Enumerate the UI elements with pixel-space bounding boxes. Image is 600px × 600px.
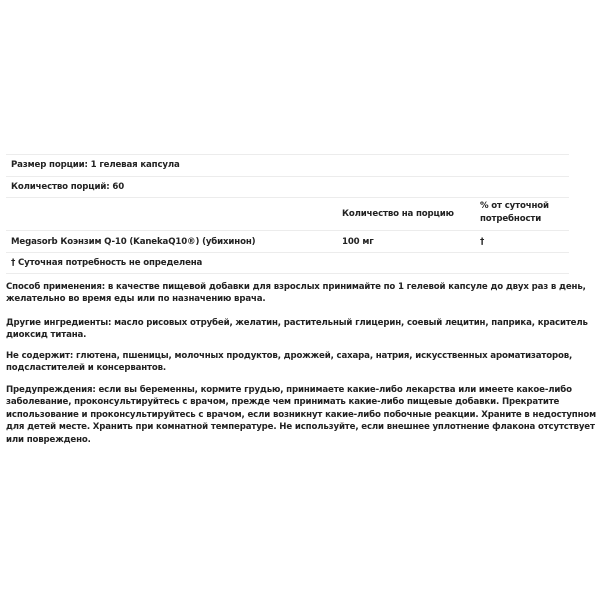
serving-size: Размер порции: 1 гелевая капсула [11,160,180,170]
table-row [6,231,569,253]
serving-size-row [6,155,569,177]
usage-instructions: Способ применения: в качестве пищевой добавки для взрослых принимайте по 1 гелевой капсуле до двух раз в день, желательно во время еды или по назначению врача. [6,282,586,305]
column-header-daily-value: % от суточной потребности [480,201,549,224]
free-from-statement: Не содержит: глютена, пшеницы, молочных продуктов, дрожжей, сахара, натрия, искусственных ароматизаторов, подсластителей и консервантов. [6,351,573,374]
daily-value-footnote: † Суточная потребность не определена [11,258,203,268]
column-header-amount: Количество на порцию [342,209,454,219]
supplement-facts-table [6,154,569,274]
footnote-row [6,253,569,274]
ingredient-name: Megasorb Коэнзим Q-10 (KanekaQ10®) (убихинон) [11,237,256,247]
warnings: Предупреждения: если вы беременны, кормите грудью, принимаете какие-либо лекарства или имеете какое-либо заболевание, проконсультируйтесь с врачом, прежде чем принимать какие-либо пищевые добавки. Прекратите использование и проконсультируйтесь с врачом, если возникнут какие-либо побочные реакции. Храните в недоступном для детей месте. Хранить при комнатной температуре. Не используйте, если внешнее уплотнение флакона отсутствует или повреждено. [6,385,596,445]
ingredient-daily-value: † [480,237,485,247]
servings-count: Количество порций: 60 [11,181,125,192]
ingredient-amount: 100 мг [342,237,374,247]
other-ingredients: Другие ингредиенты: масло рисовых отрубей, желатин, растительный глицерин, соевый лецитин, паприка, краситель диоксид титана. [6,318,588,341]
servings-count-row [6,177,569,199]
table-header-row [6,198,569,231]
